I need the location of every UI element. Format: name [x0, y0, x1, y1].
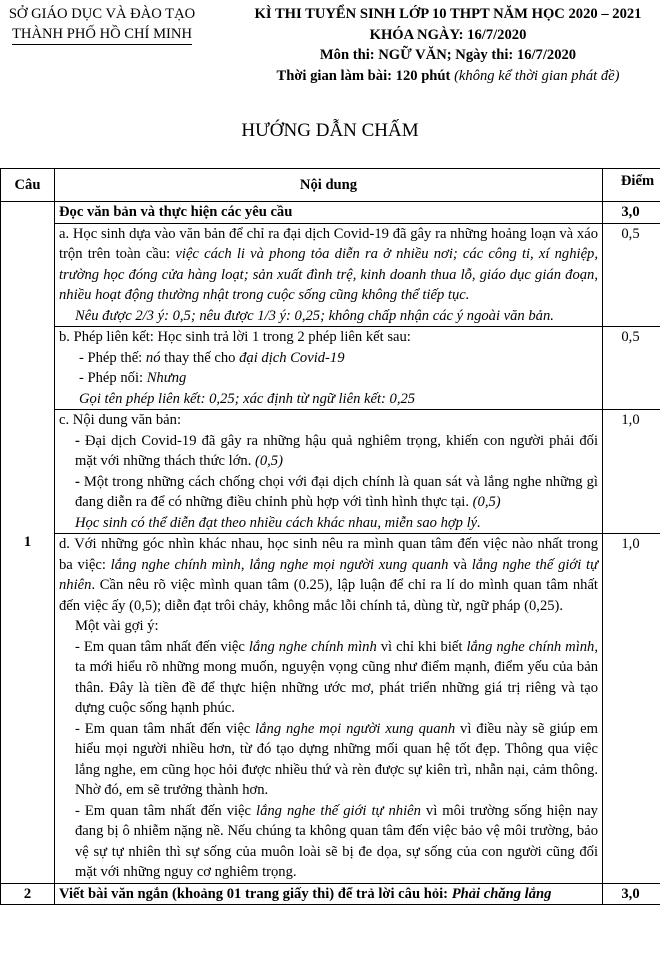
q1c-score: 1,0 — [603, 410, 660, 534]
q1d-hint: Một vài gợi ý: — [75, 618, 159, 634]
q1d-s2-a: - Em quan tâm nhất đến việc — [75, 720, 256, 737]
q1c-intro: c. Nội dung văn bản: — [59, 412, 181, 428]
q1c-point1: - Đại dịch Covid-19 đã gây ra những hậu quả nghiêm trọng, khiến con người phải đối mặt với những thách thức lớn. (0,5) — [75, 432, 599, 469]
q1d-score: 1,0 — [603, 534, 660, 884]
q1c-point2: - Một trong những cách chống chọi với đại dịch chính là quan sát và lắng nghe những gì đang diễn ra để có những điều chỉnh phù hợp với tình hình thực tại. (0,5) — [75, 473, 598, 510]
q1d-option3: lắng nghe thế giới tự nhiên — [59, 556, 599, 593]
q1d-s3-a: - Em quan tâm nhất đến việc — [75, 802, 257, 819]
q1d-s3-b: vì môi trường sống hiện nay đang bị ô nhiễm nặng nề. Nếu chúng ta không quan tâm đến việc bảo vệ môi trường, bảo vệ sự tự nhiên thì sự sống của muôn loài sẽ bị đe dọa, sự sống của con người cũng đối mặt với những nguy cơ nghiêm trọng. — [75, 802, 598, 880]
q1d-content — [55, 534, 603, 884]
time-note: (không kể thời gian phát đề) — [454, 67, 620, 84]
table-row — [1, 410, 660, 534]
document-title: HƯỚNG DẪN CHẤM — [241, 120, 419, 141]
q1b-the — [59, 348, 598, 369]
q1b-intro: b. Phép liên kết: Học sinh trả lời 1 trong 2 phép liên kết sau: — [59, 329, 411, 345]
q2-heading — [55, 883, 603, 905]
q1c-note: Học sinh có thể diễn đạt theo nhiều cách khác nhau, miễn sao hợp lý. — [75, 514, 481, 531]
q1d-suggestion1 — [59, 637, 598, 719]
q1d-s3-it: lắng nghe thế giới tự nhiên — [256, 802, 421, 819]
table-row — [1, 883, 660, 905]
q1d-s1-c: , ta mới hiểu rõ những mong muốn, nguyện vọng cũng như điểm mạnh, điểm yếu của bản thân. Đây là tiền đề để thực hiện những ước mơ, phát triển những giá trị riêng và tạo dựng cuộc sống hạnh phúc. — [75, 638, 598, 716]
q1b-noi-prefix: - Phép nối: — [79, 370, 147, 386]
q1d-s2-it: lắng nghe mọi người xung quanh — [255, 720, 456, 737]
q2-heading-italic: Phải chăng lắng — [451, 885, 552, 902]
table-row — [1, 202, 660, 224]
table-row — [1, 223, 660, 327]
q1d-s1-it1: lắng nghe chính mình — [248, 638, 377, 655]
q1d-s1-it2: lắng nghe chính mình — [466, 638, 595, 655]
q1c-point2-text: Một trong những cách chống chọi với đại dịch chính là quan sát và lắng nghe những gì đang diễn ra để có những điều chỉnh phù hợp với tình hình thực tại. — [75, 473, 598, 510]
col-header-content: Nội dung — [55, 169, 603, 202]
exam-title: KÌ THI TUYỂN SINH LỚP 10 THPT NĂM HỌC 2020 – 2021 — [254, 6, 642, 22]
q2-heading-text: Viết bài văn ngắn (khoảng 01 trang giấy thi) để trả lời câu hỏi: — [59, 885, 452, 902]
q1c-point1-text: Đại dịch Covid-19 đã gây ra những hậu quả nghiêm trọng, khiến con người phải đối mặt với những thách thức lớn. — [75, 432, 599, 469]
table-header-row — [1, 169, 660, 202]
q1a-text-italic: việc cách li và phong tỏa diễn ra ở nhiều nơi; các công ti, xí nghiệp, trường học đóng cửa hàng loạt; sản xuất đình trệ, kinh doanh thua lỗ, giáo dục gián đoạn, nhiều hoạt động thường nhật trong cuộc sống cũng không thể tiếp tục. — [59, 246, 598, 303]
table-row — [1, 534, 660, 884]
q1d-intro — [59, 534, 598, 616]
department-header — [0, 4, 212, 45]
q1-heading-score: 3,0 — [603, 202, 660, 224]
col-header-question: Câu — [1, 169, 55, 202]
q1d-option2: lắng nghe mọi người xung quanh — [249, 556, 449, 573]
exam-time — [228, 66, 660, 87]
q1-heading: Đọc văn bản và thực hiện các yêu cầu — [55, 202, 603, 224]
q1b-the-prefix: - Phép thế: — [79, 349, 146, 366]
q1b-noi-word: Nhưng — [146, 370, 187, 386]
q1a-content — [55, 223, 603, 327]
question-number: 2 — [1, 883, 55, 905]
q1d-intro-text: d. Với những góc nhìn khác nhau, học sinh nêu ra mình quan tâm đến việc nào nhất trong ba việc: — [59, 536, 598, 573]
question-number: 1 — [1, 202, 55, 884]
q1d-suggestion3 — [59, 801, 598, 883]
grading-table — [0, 168, 660, 905]
exam-date: KHÓA NGÀY: 16/7/2020 — [369, 26, 527, 43]
q1b-note: Gọi tên phép liên kết: 0,25; xác định từ ngữ liên kết: 0,25 — [79, 390, 416, 407]
q1b-content — [55, 327, 603, 410]
q1a-score: 0,5 — [603, 223, 660, 327]
department-line1: SỞ GIÁO DỤC VÀ ĐÀO TẠO — [8, 6, 196, 22]
q1b-the-mid: thay thế cho — [160, 349, 240, 366]
q1d-s1-b: vì chỉ khi biết — [376, 638, 467, 655]
q1c-point2-score: (0,5) — [472, 494, 501, 510]
q1b-noi — [59, 368, 598, 389]
q1b-the-word: nó — [145, 349, 161, 366]
q1d-s2-b: vì điều này sẽ giúp em hiểu mọi người nhiều hơn, từ đó tạo dựng những mối quan hệ tốt đẹp. Thông qua việc lắng nghe, em cũng học hỏi được nhiều thứ và rèn được sự kiên trì, nhẫn nại, cảm thông. Nhờ đó, em sẽ trưởng thành hơn. — [75, 720, 598, 798]
q1b-the-target: đại dịch Covid-19 — [239, 349, 345, 366]
q1d-intro-rest: . Cần nêu rõ việc mình quan tâm (0.25), lập luận để chỉ ra lí do mình quan tâm nhất đến việc ấy (0,5); diễn đạt trôi chảy, không mắc lỗi chính tả, dùng từ, ngữ pháp (0,25). — [59, 577, 598, 614]
q1d-sep2: và — [448, 556, 472, 573]
q1c-point1-score: (0,5) — [255, 453, 283, 469]
q1d-s1-a: - Em quan tâm nhất đến việc — [75, 638, 249, 655]
exam-subject: Môn thi: NGỮ VĂN; Ngày thi: 16/7/2020 — [319, 47, 577, 63]
table-row — [1, 327, 660, 410]
department-line2: THÀNH PHỐ HỒ CHÍ MINH — [12, 24, 192, 45]
q1d-suggestion2 — [59, 719, 598, 801]
exam-header — [228, 4, 660, 86]
q2-score: 3,0 — [603, 883, 660, 905]
q1a-text: a. Học sinh dựa vào văn bản để chỉ ra đại dịch Covid-19 đã gây ra những hoảng loạn và xáo trộn trên toàn cầu: — [59, 225, 598, 262]
q1d-sep1: , — [240, 556, 250, 573]
col-header-score: Điểm — [603, 169, 660, 202]
q1c-content — [55, 410, 603, 534]
q1b-score: 0,5 — [603, 327, 660, 410]
q1d-option1: lắng nghe chính mình — [110, 556, 241, 573]
q1a-note: Nêu được 2/3 ý: 0,5; nêu được 1/3 ý: 0,25; không chấp nhận các ý ngoài văn bản. — [75, 307, 554, 324]
time-label: Thời gian làm bài: 120 phút — [276, 67, 451, 84]
